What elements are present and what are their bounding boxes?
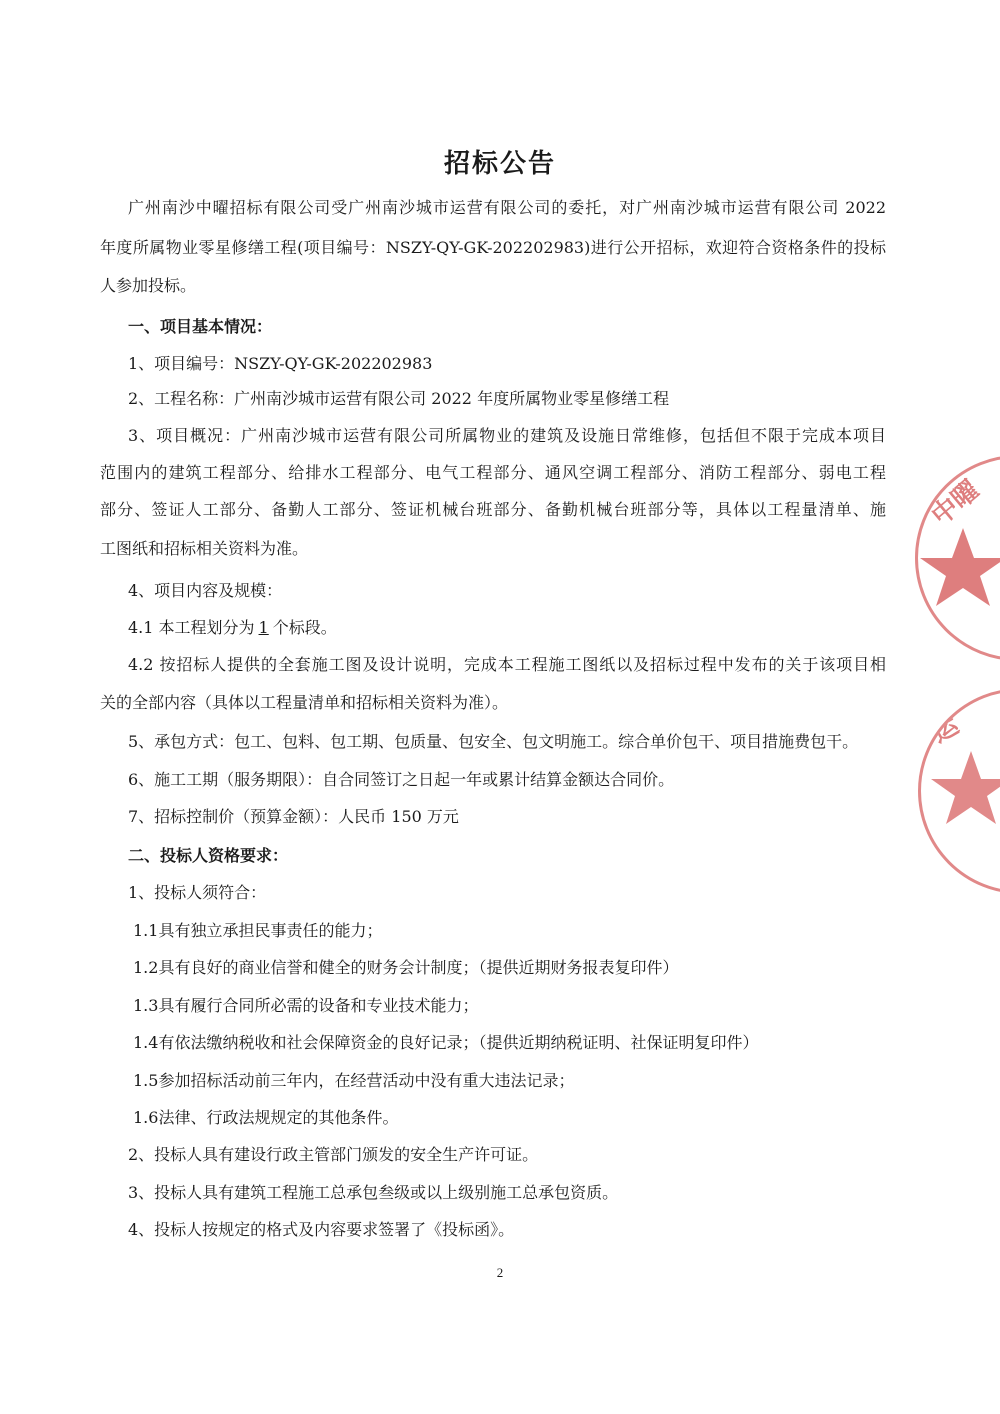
section1-item3-line3: 部分、签证人工部分、备勤人工部分、签证机械台班部分、备勤机械台班部分等，具体以工程量清单、施 — [100, 500, 886, 519]
section1-item1: 1、项目编号：NSZY-QY-GK-202202983 — [128, 354, 433, 373]
section1-item2: 2、工程名称：广州南沙城市运营有限公司 2022 年度所属物业零星修缮工程 — [128, 389, 670, 408]
section2-item3: 3、投标人具有建筑工程施工总承包叁级或以上级别施工总承包资质。 — [128, 1183, 619, 1202]
section1-item7: 7、招标控制价（预算金额）：人民币 150 万元 — [128, 807, 459, 826]
intro-line-2: 年度所属物业零星修缮工程(项目编号：NSZY-QY-GK-202202983)进行公开招标，欢迎符合资格条件的投标 — [100, 238, 886, 257]
seal-star-icon — [918, 458, 1000, 658]
section2-heading: 二、投标人资格要求： — [128, 846, 289, 865]
section2-item1-5: 1.5参加招标活动前三年内，在经营活动中没有重大违法记录； — [133, 1071, 575, 1090]
item4-1-prefix: 4.1 本工程划分为 — [128, 618, 255, 637]
section2-item1-6: 1.6法律、行政法规规定的其他条件。 — [133, 1108, 399, 1127]
section2-item1-2: 1.2具有良好的商业信誉和健全的财务会计制度；（提供近期财务报表复印件） — [133, 958, 679, 977]
section1-item4-2-line2: 关的全部内容（具体以工程量清单和招标相关资料为准）。 — [100, 693, 509, 712]
section2-item1: 1、投标人须符合： — [128, 883, 267, 902]
section2-item1-1: 1.1具有独立承担民事责任的能力； — [133, 921, 383, 940]
section2-item2: 2、投标人具有建设行政主管部门颁发的安全生产许可证。 — [128, 1145, 539, 1164]
intro-line-3: 人参加投标。 — [100, 276, 197, 295]
intro-line-1: 广州南沙中曜招标有限公司受广州南沙城市运营有限公司的委托，对广州南沙城市运营有限公司 2022 — [128, 198, 886, 217]
company-seal-top — [915, 455, 1000, 661]
page-number: 2 — [496, 1265, 504, 1280]
section1-item3-line4: 工图纸和招标相关资料为准。 — [100, 539, 309, 558]
seal-bottom-text: 运 — [926, 710, 965, 750]
section1-item5: 5、承包方式：包工、包料、包工期、包质量、包安全、包文明施工。综合单价包干、项目措施费包干。 — [128, 732, 859, 751]
page-title: 招标公告 — [443, 149, 556, 179]
section-count-value: 1 — [258, 618, 269, 637]
section1-heading: 一、项目基本情况： — [128, 317, 273, 336]
section1-item4: 4、项目内容及规模： — [128, 581, 283, 600]
seal-top-text: 中曜 — [926, 475, 986, 532]
section1-item6: 6、施工工期（服务期限）：自合同签订之日起一年或累计结算金额达合同价。 — [128, 770, 675, 789]
seal-star-icon — [921, 691, 1000, 891]
section1-item4-1 — [128, 617, 888, 639]
section2-item4: 4、投标人按规定的格式及内容要求签署了《投标函》。 — [128, 1220, 515, 1239]
section2-item1-4: 1.4有依法缴纳税收和社会保障资金的良好记录；（提供近期纳税证明、社保证明复印件） — [133, 1033, 759, 1052]
section1-item3-line1: 3、项目概况：广州南沙城市运营有限公司所属物业的建筑及设施日常维修，包括但不限于完成本项目 — [128, 426, 886, 445]
section1-item4-2-line1: 4.2 按招标人提供的全套施工图及设计说明，完成本工程施工图纸以及招标过程中发布的关于该项目相 — [128, 655, 886, 674]
company-seal-bottom — [918, 688, 1000, 894]
section2-item1-3: 1.3具有履行合同所必需的设备和专业技术能力； — [133, 996, 479, 1015]
section1-item3-line2: 范围内的建筑工程部分、给排水工程部分、电气工程部分、通风空调工程部分、消防工程部分、弱电工程 — [100, 463, 886, 482]
item4-1-suffix: 个标段。 — [272, 618, 337, 637]
